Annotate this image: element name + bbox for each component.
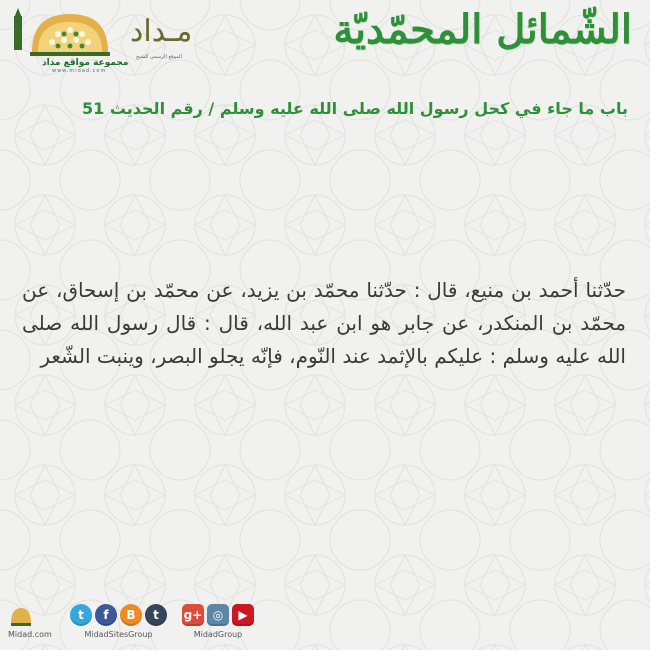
footer-sites-group [70,604,167,639]
facebook-icon[interactable]: f [95,604,117,626]
logo-url: www.midad.com [52,68,107,74]
footer-group-label: MidadGroup [193,630,243,639]
footer-sites-label: MidadSitesGroup [84,630,153,639]
footer-midad-label: Midad.com [8,630,52,639]
hadith-text: حدّثنا أحمد بن منيع، قال : حدّثنا محمّد بن يزيد، عن محمّد بن إسحاق، عن محمّد بن المنكدر، عن جابر هو ابن عبد الله، قال : قال رسول الله صلى الله عليه وسلم : عليكم بالإثمد عند النّوم، فإنّه يجلو البصر، وينبت الشّعر [22,278,626,368]
footer [0,596,650,650]
page-title: الشّمائل المحمّديّة [333,6,632,53]
midad-group-logo[interactable] [8,8,129,74]
footer-group [182,604,254,639]
tumblr-icon[interactable]: t [145,604,167,626]
dome-logo-icon [8,8,118,58]
blogger-icon[interactable]: B [120,604,142,626]
header [0,0,650,100]
youtube-icon[interactable]: ▶ [232,604,254,626]
midad-subtitle: الموقع الرسمي للشيخ [136,54,182,60]
logo-caption: مجموعة مواقع مداد [42,58,129,68]
footer-midad[interactable] [8,604,52,639]
midad-small-logo-icon [8,604,34,626]
midad-wordmark: مـداد [130,14,193,49]
twitter-icon[interactable]: t [70,604,92,626]
google-plus-icon[interactable]: g+ [182,604,204,626]
instagram-icon[interactable]: ◎ [207,604,229,626]
chapter-heading: باب ما جاء في كحل رسول الله صلى الله عليه وسلم / رقم الحديث 51 [82,99,628,118]
